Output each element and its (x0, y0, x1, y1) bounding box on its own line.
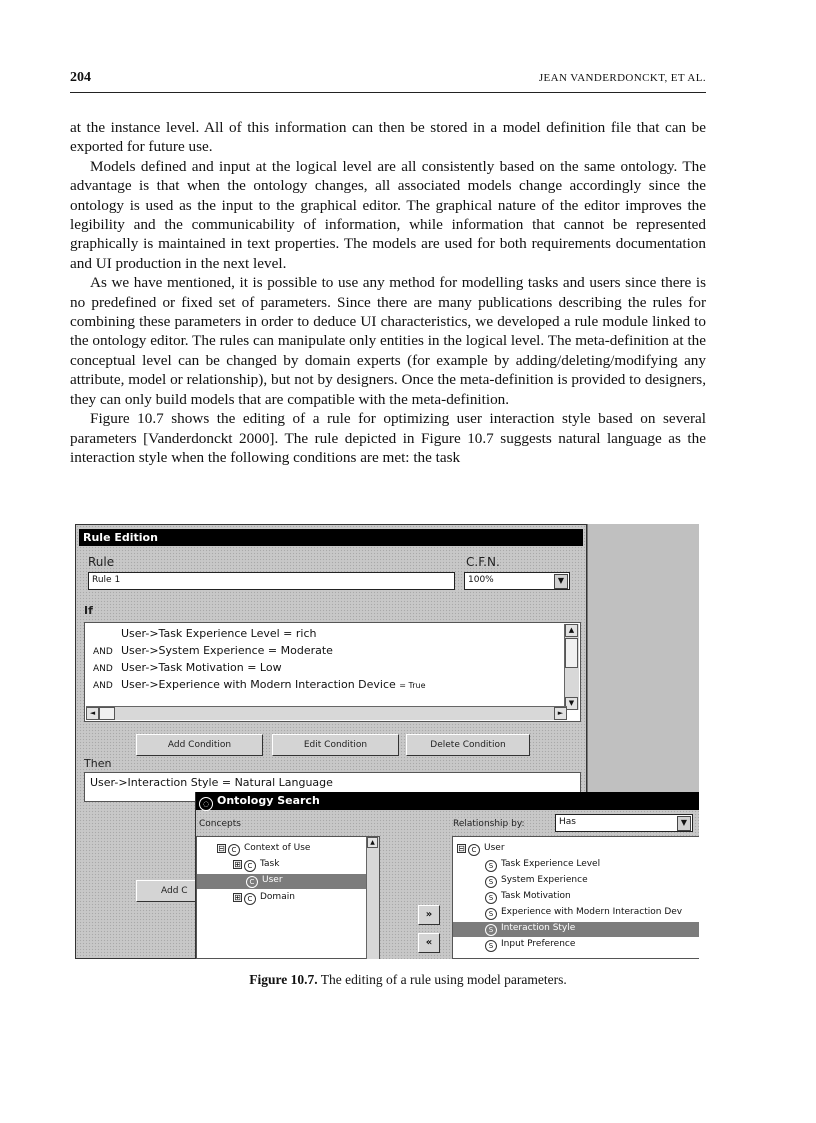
if-label: If (84, 604, 93, 617)
tree-node[interactable] (233, 859, 279, 872)
tree-node-label: Domain (260, 892, 295, 902)
slot-icon: S (485, 876, 497, 888)
remove-relation-button[interactable]: « (418, 933, 440, 953)
tree-node[interactable] (485, 891, 571, 904)
concept-icon: C (244, 860, 256, 872)
delete-condition-button[interactable]: Delete Condition (406, 734, 530, 756)
concept-icon: C (244, 893, 256, 905)
ontology-search-title: Ontology Search (217, 794, 320, 807)
concept-icon: C (228, 844, 240, 856)
paragraph: Models defined and input at the logical level are all consistently based on the same ontology. The advantage is that when the ontology changes, all associated models change accordingly since the ontology is used as the input to the graphical editor. The graphical nature of the editor improves the legibility and the communicability of information, while information that cannot be represented graphically is maintained in text properties. The models are used for both requirements documentation and UI production in the next level. (70, 157, 706, 272)
tree-node[interactable] (217, 843, 310, 856)
vertical-scrollbar[interactable] (564, 624, 579, 710)
slot-icon: S (485, 860, 497, 872)
rule-name-input[interactable]: Rule 1 (88, 572, 455, 590)
condition-text: User->System Experience = Moderate (121, 644, 333, 657)
condition-row[interactable] (93, 644, 333, 657)
concepts-tree[interactable] (196, 836, 380, 959)
collapse-icon[interactable]: ⊟ (218, 844, 225, 853)
concept-icon: C (468, 844, 480, 856)
horizontal-scrollbar[interactable] (86, 706, 567, 720)
scroll-thumb[interactable] (565, 638, 578, 668)
tree-node-selected[interactable] (485, 923, 575, 936)
rule-edition-titlebar: Rule Edition (79, 529, 583, 546)
chevron-down-icon[interactable]: ▼ (677, 816, 691, 831)
condition-row[interactable] (93, 661, 282, 674)
tree-node[interactable] (485, 939, 575, 952)
tree-node-label: User (484, 843, 505, 853)
caption-text: The editing of a rule using model parameters. (320, 972, 567, 987)
running-head: JEAN VANDERDONCKT, ET AL. (538, 72, 706, 84)
tree-node[interactable] (457, 843, 505, 856)
add-relation-button[interactable]: » (418, 905, 440, 925)
tree-node-label: Context of Use (244, 843, 311, 853)
figure-caption (0, 972, 816, 988)
tree-node[interactable] (485, 907, 682, 920)
tree-node-label: Interaction Style (501, 923, 576, 933)
ontology-search-window (195, 792, 699, 959)
tree-node-label: System Experience (501, 875, 588, 885)
tree-node-label: Input Preference (501, 939, 576, 949)
slot-icon: S (485, 940, 497, 952)
condition-text: User->Task Experience Level = rich (121, 627, 317, 640)
tree-node[interactable] (233, 892, 295, 905)
window-icon: ◌ (199, 797, 213, 811)
collapse-icon[interactable]: ⊟ (458, 844, 465, 853)
relationship-select[interactable] (555, 814, 693, 832)
then-text: User->Interaction Style = Natural Language (90, 776, 333, 789)
condition-prefix: AND (93, 664, 113, 674)
scroll-up-icon[interactable]: ▲ (565, 624, 578, 637)
cfn-value: 100% (468, 575, 494, 585)
add-button-partial[interactable]: Add C (136, 880, 206, 902)
cfn-label: C.F.N. (466, 555, 500, 569)
relationship-value: Has (559, 817, 576, 827)
condition-text: User->Task Motivation = Low (121, 661, 282, 674)
then-label: Then (84, 757, 112, 770)
tree-node[interactable] (485, 859, 600, 872)
rule-label: Rule (88, 555, 115, 569)
paragraph: Figure 10.7 shows the editing of a rule for optimizing user interaction style based on several parameters [Vanderdonckt 2000]. The rule depicted in Figure 10.7 suggests natural language as the interaction style when the following conditions are met: the task (70, 410, 706, 466)
slot-icon: S (485, 908, 497, 920)
add-condition-button[interactable]: Add Condition (136, 734, 263, 756)
paragraph: As we have mentioned, it is possible to use any method for modelling tasks and users since there is no predefined or fixed set of parameters. Since there are many publications describing the rules for combining these parameters in order to deduce UI characteristics, we developed a rule module linked to the ontology editor. The rules can manipulate only entities in the logical level. The meta-definition at the conceptual level can be changed by domain experts (for example by adding/deleting/modifying any attribute, model or relationship), but not by designers. Once the meta-definition is provided to designers, they can only build models that are compatible with the meta-definition. (70, 274, 706, 408)
tree-node-label: Task (260, 859, 280, 869)
slot-icon: S (485, 924, 497, 936)
condition-suffix: = True (399, 681, 426, 690)
concepts-scrollbar[interactable] (366, 837, 379, 959)
scroll-left-icon[interactable]: ◄ (86, 707, 99, 720)
cfn-select[interactable] (464, 572, 570, 590)
caption-label: Figure 10.7. (249, 972, 318, 987)
scroll-thumb-horizontal[interactable] (99, 707, 115, 720)
page-number: 204 (70, 70, 91, 85)
tree-node-selected[interactable] (246, 875, 283, 888)
expand-icon[interactable]: ⊞ (234, 860, 241, 869)
condition-prefix: AND (93, 647, 113, 657)
condition-row[interactable] (93, 627, 316, 640)
ontology-search-titlebar (196, 792, 699, 810)
scroll-right-icon[interactable]: ► (554, 707, 567, 720)
tree-node-label: Task Experience Level (501, 859, 601, 869)
paragraph: at the instance level. All of this information can then be stored in a model definition file that can be exported for future use. (70, 119, 706, 156)
concept-icon: C (246, 876, 258, 888)
scroll-up-icon[interactable]: ▲ (367, 837, 378, 848)
condition-row[interactable] (93, 678, 426, 691)
slot-icon: S (485, 892, 497, 904)
expand-icon[interactable]: ⊞ (234, 893, 241, 902)
tree-node[interactable] (485, 875, 588, 888)
tree-node-label: Experience with Modern Interaction Dev (501, 907, 683, 917)
tree-node-label: User (262, 875, 283, 885)
figure-screenshot (75, 524, 699, 959)
relationship-label: Relationship by: (453, 819, 525, 829)
condition-prefix: AND (93, 681, 113, 691)
chevron-down-icon[interactable]: ▼ (554, 574, 568, 589)
body-text (70, 118, 706, 467)
concepts-label: Concepts (199, 819, 241, 829)
tree-node-label: Task Motivation (501, 891, 571, 901)
running-header (70, 70, 706, 93)
relationships-tree[interactable] (452, 836, 699, 959)
conditions-list[interactable] (84, 622, 581, 722)
edit-condition-button[interactable]: Edit Condition (272, 734, 399, 756)
scroll-down-icon[interactable]: ▼ (565, 697, 578, 710)
condition-text: User->Experience with Modern Interaction Device (121, 678, 396, 691)
